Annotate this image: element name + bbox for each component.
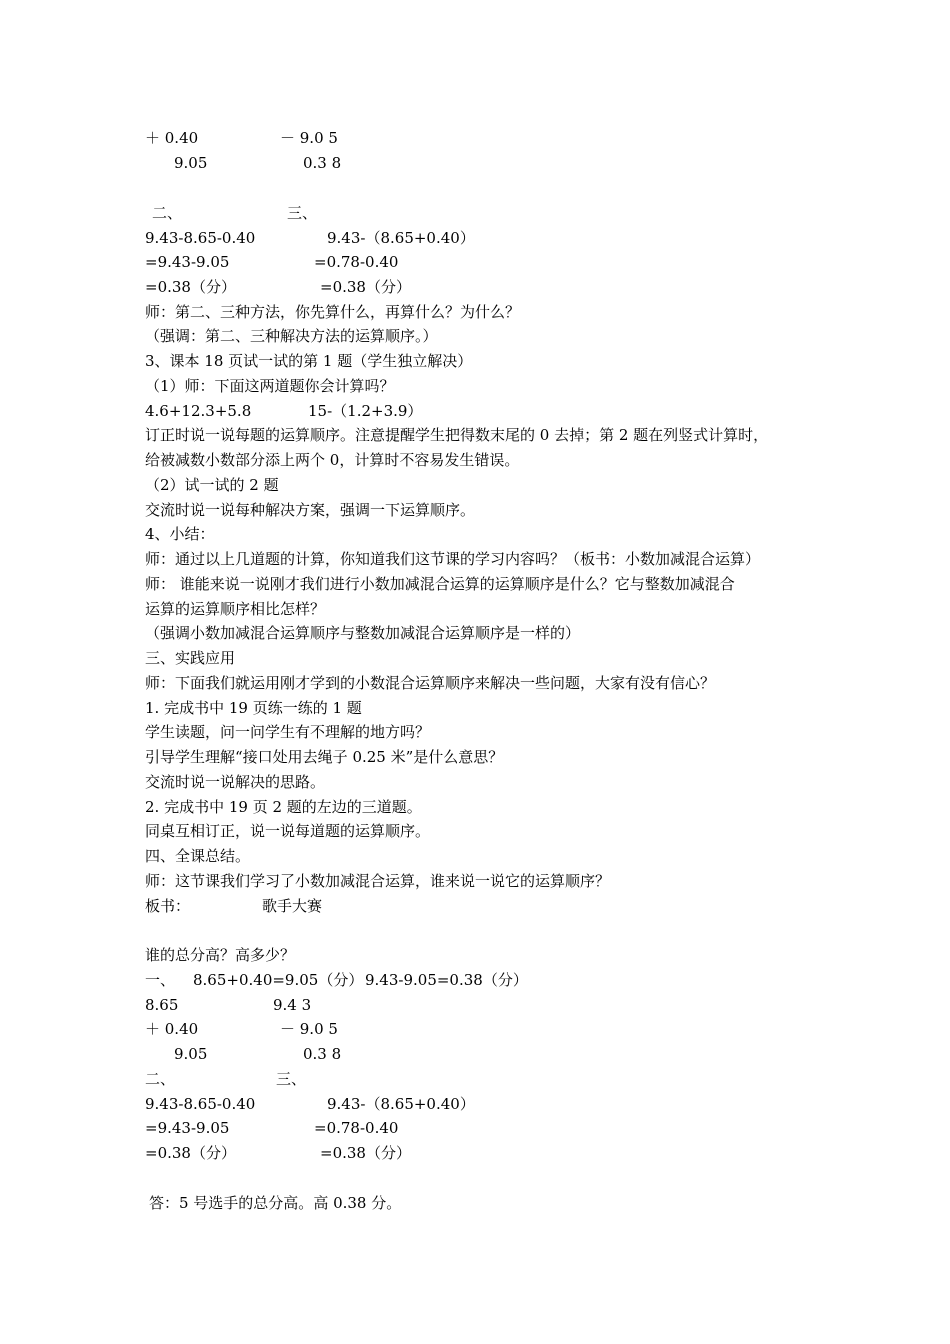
text-segment: 订正时说一说每题的运算顺序。注意提醒学生把得数末尾的 0 去掉；第 2 题在列竖式计算时， <box>145 426 769 444</box>
text-segment: 9.43-8.65-0.40 <box>145 1095 256 1113</box>
text-segment: 3、课本 18 页试一试的第 1 题（学生独立解决） <box>145 352 473 370</box>
text-segment: 学生读题，问一问学生有不理解的地方吗？ <box>145 723 431 741</box>
text-segment: 一、 <box>145 971 176 989</box>
text-segment: 师：这节课我们学习了小数加减混合运算，谁来说一说它的运算顺序？ <box>145 872 611 890</box>
text-segment: =0.38（分） <box>320 278 411 296</box>
text-segment: 三、 <box>287 204 318 222</box>
text-segment: 9.43-（8.65+0.40） <box>327 1095 475 1113</box>
text-segment: 同桌互相订正，说一说每道题的运算顺序。 <box>145 822 431 840</box>
text-segment: 运算的运算顺序相比怎样？ <box>145 600 326 618</box>
text-segment: 8.65+0.40=9.05（分） <box>193 971 364 989</box>
text-segment: 4、小结： <box>145 525 215 543</box>
text-segment: （1）师：下面这两道题你会计算吗？ <box>145 377 395 395</box>
text-segment: =9.43-9.05 <box>145 1119 230 1137</box>
text-segment: ＋ 0.40 <box>145 1020 199 1038</box>
text-segment: ＋ 0.40 <box>145 129 199 147</box>
text-segment: 四、全课总结。 <box>145 847 251 865</box>
text-segment: 师：第二、三种方法，你先算什么，再算什么？为什么？ <box>145 303 521 321</box>
text-segment: 答：5 号选手的总分高。高 0.38 分。 <box>149 1194 402 1212</box>
text-segment: 二、 <box>145 1070 176 1088</box>
text-segment: 9.43-9.05=0.38（分） <box>365 971 528 989</box>
text-segment: 9.05 <box>174 1045 208 1063</box>
text-segment: 8.65 <box>145 996 179 1014</box>
text-segment: 交流时说一说解决的思路。 <box>145 773 326 791</box>
text-segment: 引导学生理解“接口处用去绳子 0.25 米”是什么意思？ <box>145 748 504 766</box>
text-segment: 15-（1.2+3.9） <box>308 402 423 420</box>
text-segment: =0.78-0.40 <box>314 253 399 271</box>
text-segment: 0.3 8 <box>303 1045 342 1063</box>
text-segment: 1. 完成书中 19 页练一练的 1 题 <box>145 699 362 717</box>
text-segment: 给被减数小数部分添上两个 0，计算时不容易发生错误。 <box>145 451 520 469</box>
text-segment: （强调小数加减混合运算顺序与整数加减混合运算顺序是一样的） <box>145 624 581 642</box>
text-segment: =0.78-0.40 <box>314 1119 399 1137</box>
text-segment: 师：下面我们就运用刚才学到的小数混合运算顺序来解决一些问题，大家有没有信心？ <box>145 674 716 692</box>
text-segment: 0.3 8 <box>303 154 342 172</box>
text-segment: （2）试一试的 2 题 <box>145 476 279 494</box>
text-segment: 4.6+12.3+5.8 <box>145 402 252 420</box>
text-segment: 9.43-8.65-0.40 <box>145 229 256 247</box>
text-segment: 板书： <box>145 897 191 915</box>
text-segment: 三、实践应用 <box>145 649 236 667</box>
text-segment: 师： 谁能来说一说刚才我们进行小数加减混合运算的运算顺序是什么？它与整数加减混合 <box>145 575 735 593</box>
text-segment: 2. 完成书中 19 页 2 题的左边的三道题。 <box>145 798 422 816</box>
text-segment: 交流时说一说每种解决方案，强调一下运算顺序。 <box>145 501 476 519</box>
text-segment: =9.43-9.05 <box>145 253 230 271</box>
text-segment: 9.4 3 <box>273 996 312 1014</box>
text-segment: 谁的总分高？高多少？ <box>145 946 296 964</box>
text-segment: =0.38（分） <box>145 278 236 296</box>
text-segment: （强调：第二、三种解决方法的运算顺序。） <box>145 327 438 345</box>
text-segment: 二、 <box>152 204 183 222</box>
text-segment: 三、 <box>276 1070 307 1088</box>
text-segment: 歌手大赛 <box>262 897 323 915</box>
text-segment: 9.43-（8.65+0.40） <box>327 229 475 247</box>
text-segment: 9.05 <box>174 154 208 172</box>
text-segment: － 9.0 5 <box>280 129 338 147</box>
text-segment: =0.38（分） <box>145 1144 236 1162</box>
text-segment: =0.38（分） <box>320 1144 411 1162</box>
text-segment: － 9.0 5 <box>280 1020 338 1038</box>
text-segment: 师：通过以上几道题的计算，你知道我们这节课的学习内容吗？（板书：小数加减混合运算） <box>145 550 761 568</box>
